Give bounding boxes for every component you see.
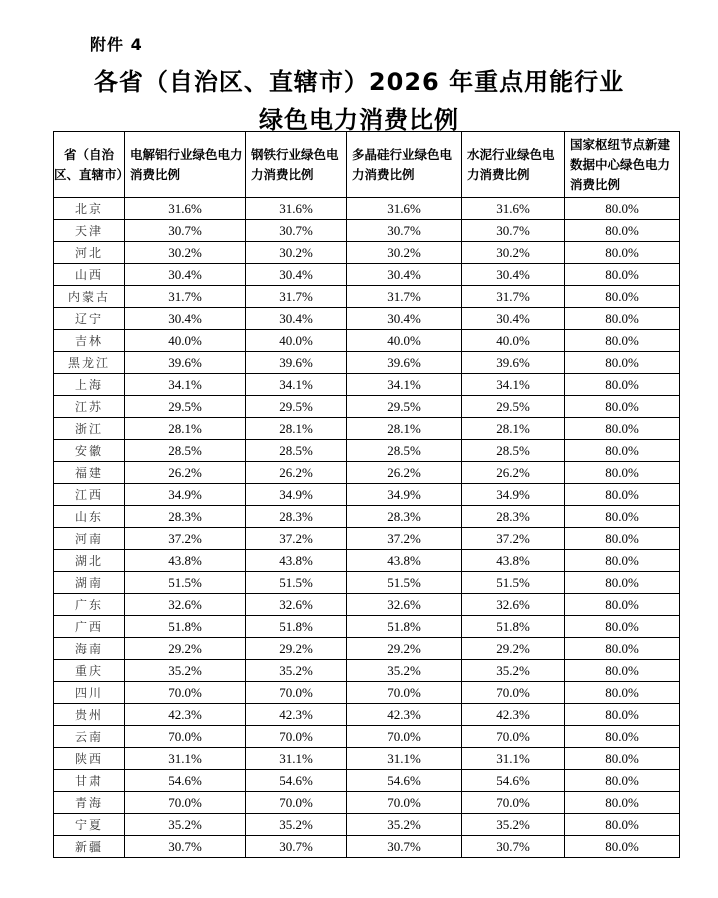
table-row (54, 286, 680, 308)
ratio-cell: 32.6% (462, 594, 565, 616)
ratio-cell: 28.1% (125, 418, 246, 440)
ratio-cell: 32.6% (125, 594, 246, 616)
province-cell: 广西 (54, 616, 125, 638)
table-row (54, 264, 680, 286)
ratio-cell: 30.7% (462, 836, 565, 858)
ratio-cell: 80.0% (565, 748, 680, 770)
ratio-cell: 80.0% (565, 550, 680, 572)
table-row (54, 330, 680, 352)
ratio-cell: 51.5% (125, 572, 246, 594)
ratio-cell: 51.8% (347, 616, 462, 638)
ratio-cell: 31.7% (246, 286, 347, 308)
table-row (54, 594, 680, 616)
ratio-cell: 51.8% (125, 616, 246, 638)
ratio-cell: 30.2% (462, 242, 565, 264)
ratio-cell: 28.5% (246, 440, 347, 462)
ratio-cell: 34.9% (125, 484, 246, 506)
ratio-cell: 29.2% (347, 638, 462, 660)
table-row (54, 352, 680, 374)
table-row (54, 220, 680, 242)
ratio-cell: 28.1% (246, 418, 347, 440)
ratio-cell: 31.1% (246, 748, 347, 770)
ratio-cell: 32.6% (347, 594, 462, 616)
ratio-cell: 80.0% (565, 506, 680, 528)
ratio-cell: 40.0% (125, 330, 246, 352)
province-cell: 北京 (54, 198, 125, 220)
ratio-cell: 80.0% (565, 528, 680, 550)
ratio-cell: 26.2% (125, 462, 246, 484)
ratio-cell: 80.0% (565, 726, 680, 748)
ratio-cell: 30.7% (125, 220, 246, 242)
table-row (54, 704, 680, 726)
ratio-cell: 80.0% (565, 572, 680, 594)
province-cell: 湖北 (54, 550, 125, 572)
ratio-cell: 80.0% (565, 242, 680, 264)
table-row (54, 660, 680, 682)
ratio-cell: 29.5% (462, 396, 565, 418)
ratio-cell: 31.1% (125, 748, 246, 770)
ratio-cell: 70.0% (246, 726, 347, 748)
ratio-cell: 70.0% (347, 682, 462, 704)
ratio-cell: 80.0% (565, 352, 680, 374)
ratio-cell: 70.0% (462, 682, 565, 704)
ratio-cell: 35.2% (347, 660, 462, 682)
table-row (54, 748, 680, 770)
ratio-cell: 43.8% (246, 550, 347, 572)
ratio-cell: 51.5% (246, 572, 347, 594)
ratio-cell: 35.2% (347, 814, 462, 836)
ratio-cell: 42.3% (462, 704, 565, 726)
table-row (54, 506, 680, 528)
province-cell: 海南 (54, 638, 125, 660)
province-cell: 河北 (54, 242, 125, 264)
ratio-cell: 70.0% (462, 792, 565, 814)
table-row (54, 682, 680, 704)
ratio-cell: 54.6% (462, 770, 565, 792)
ratio-cell: 35.2% (462, 814, 565, 836)
province-cell: 浙江 (54, 418, 125, 440)
ratio-cell: 29.5% (125, 396, 246, 418)
table-row (54, 550, 680, 572)
ratio-cell: 30.4% (246, 264, 347, 286)
ratio-cell: 26.2% (246, 462, 347, 484)
province-cell: 河南 (54, 528, 125, 550)
ratio-cell: 40.0% (347, 330, 462, 352)
province-cell: 云南 (54, 726, 125, 748)
province-cell: 福建 (54, 462, 125, 484)
ratio-cell: 54.6% (125, 770, 246, 792)
table-row (54, 396, 680, 418)
province-cell: 青海 (54, 792, 125, 814)
ratio-cell: 26.2% (462, 462, 565, 484)
ratio-cell: 39.6% (347, 352, 462, 374)
header-polysilicon: 多晶硅行业绿色电力消费比例 (347, 132, 462, 198)
header-steel: 钢铁行业绿色电力消费比例 (246, 132, 347, 198)
ratio-cell: 42.3% (246, 704, 347, 726)
ratio-cell: 31.6% (462, 198, 565, 220)
province-cell: 黑龙江 (54, 352, 125, 374)
ratio-cell: 43.8% (347, 550, 462, 572)
ratio-cell: 30.4% (246, 308, 347, 330)
ratio-cell: 28.1% (462, 418, 565, 440)
ratio-cell: 51.8% (246, 616, 347, 638)
ratio-cell: 30.7% (347, 836, 462, 858)
ratio-cell: 51.8% (462, 616, 565, 638)
ratio-cell: 37.2% (246, 528, 347, 550)
province-cell: 安徽 (54, 440, 125, 462)
ratio-cell: 80.0% (565, 418, 680, 440)
ratio-cell: 30.4% (347, 264, 462, 286)
ratio-cell: 80.0% (565, 704, 680, 726)
ratio-cell: 30.2% (246, 242, 347, 264)
ratio-cell: 80.0% (565, 814, 680, 836)
province-cell: 贵州 (54, 704, 125, 726)
ratio-cell: 70.0% (347, 726, 462, 748)
ratio-cell: 31.7% (125, 286, 246, 308)
ratio-cell: 29.5% (347, 396, 462, 418)
ratio-cell: 37.2% (462, 528, 565, 550)
ratio-cell: 29.2% (246, 638, 347, 660)
ratio-cell: 80.0% (565, 308, 680, 330)
province-cell: 山东 (54, 506, 125, 528)
ratio-cell: 42.3% (347, 704, 462, 726)
ratio-cell: 30.4% (462, 264, 565, 286)
ratio-cell: 80.0% (565, 484, 680, 506)
ratio-cell: 34.1% (125, 374, 246, 396)
ratio-cell: 80.0% (565, 396, 680, 418)
province-cell: 上海 (54, 374, 125, 396)
ratio-cell: 28.3% (125, 506, 246, 528)
ratio-cell: 35.2% (246, 660, 347, 682)
table-row (54, 616, 680, 638)
province-cell: 湖南 (54, 572, 125, 594)
ratio-cell: 30.2% (125, 242, 246, 264)
ratio-cell: 80.0% (565, 616, 680, 638)
table-row (54, 462, 680, 484)
header-province: 省（自治区、直辖市） (54, 132, 125, 198)
province-cell: 甘肃 (54, 770, 125, 792)
province-cell: 江西 (54, 484, 125, 506)
ratio-cell: 80.0% (565, 638, 680, 660)
ratio-cell: 80.0% (565, 792, 680, 814)
ratio-cell: 28.5% (347, 440, 462, 462)
ratio-cell: 34.9% (246, 484, 347, 506)
ratio-cell: 28.3% (347, 506, 462, 528)
ratio-cell: 30.7% (462, 220, 565, 242)
table-row (54, 726, 680, 748)
attachment-label: 附件 4 (90, 35, 143, 54)
ratio-cell: 28.1% (347, 418, 462, 440)
province-cell: 重庆 (54, 660, 125, 682)
ratio-cell: 31.7% (347, 286, 462, 308)
ratio-cell: 51.5% (462, 572, 565, 594)
ratio-cell: 34.1% (462, 374, 565, 396)
ratio-cell: 35.2% (125, 814, 246, 836)
province-cell: 山西 (54, 264, 125, 286)
ratio-cell: 80.0% (565, 198, 680, 220)
document-title-line-1: 各省（自治区、直辖市）2026 年重点用能行业 (93, 68, 625, 96)
ratio-cell: 31.6% (125, 198, 246, 220)
province-cell: 内蒙古 (54, 286, 125, 308)
ratio-cell: 54.6% (347, 770, 462, 792)
ratio-cell: 51.5% (347, 572, 462, 594)
header-electrolytic-aluminum: 电解铝行业绿色电力消费比例 (125, 132, 246, 198)
province-cell: 江苏 (54, 396, 125, 418)
header-data-center: 国家枢纽节点新建数据中心绿色电力消费比例 (565, 132, 680, 198)
ratio-cell: 28.5% (125, 440, 246, 462)
ratio-cell: 34.1% (246, 374, 347, 396)
province-cell: 陕西 (54, 748, 125, 770)
ratio-cell: 28.5% (462, 440, 565, 462)
ratio-cell: 42.3% (125, 704, 246, 726)
ratio-cell: 70.0% (246, 792, 347, 814)
province-cell: 天津 (54, 220, 125, 242)
ratio-cell: 30.4% (125, 308, 246, 330)
ratio-cell: 35.2% (462, 660, 565, 682)
table-row (54, 440, 680, 462)
ratio-cell: 54.6% (246, 770, 347, 792)
table-row (54, 638, 680, 660)
ratio-cell: 28.3% (462, 506, 565, 528)
table-row (54, 242, 680, 264)
ratio-cell: 80.0% (565, 264, 680, 286)
ratio-cell: 31.6% (347, 198, 462, 220)
ratio-cell: 31.1% (347, 748, 462, 770)
ratio-cell: 80.0% (565, 220, 680, 242)
ratio-cell: 80.0% (565, 330, 680, 352)
ratio-cell: 39.6% (246, 352, 347, 374)
ratio-cell: 30.7% (347, 220, 462, 242)
table-row (54, 374, 680, 396)
ratio-cell: 30.4% (462, 308, 565, 330)
table-row (54, 836, 680, 858)
ratio-cell: 34.9% (347, 484, 462, 506)
table-header-row (54, 132, 680, 198)
ratio-cell: 70.0% (125, 726, 246, 748)
ratio-cell: 70.0% (462, 726, 565, 748)
ratio-cell: 35.2% (125, 660, 246, 682)
ratio-cell: 31.6% (246, 198, 347, 220)
province-cell: 吉林 (54, 330, 125, 352)
table-row (54, 418, 680, 440)
province-cell: 广东 (54, 594, 125, 616)
ratio-cell: 29.2% (125, 638, 246, 660)
ratio-cell: 80.0% (565, 682, 680, 704)
table-row (54, 198, 680, 220)
ratio-cell: 26.2% (347, 462, 462, 484)
ratio-cell: 31.7% (462, 286, 565, 308)
ratio-cell: 32.6% (246, 594, 347, 616)
ratio-cell: 80.0% (565, 440, 680, 462)
ratio-cell: 43.8% (462, 550, 565, 572)
ratio-cell: 40.0% (246, 330, 347, 352)
ratio-cell: 29.5% (246, 396, 347, 418)
ratio-cell: 29.2% (462, 638, 565, 660)
ratio-cell: 70.0% (347, 792, 462, 814)
province-cell: 辽宁 (54, 308, 125, 330)
ratio-cell: 80.0% (565, 286, 680, 308)
ratio-cell: 80.0% (565, 374, 680, 396)
ratio-cell: 39.6% (462, 352, 565, 374)
ratio-cell: 35.2% (246, 814, 347, 836)
ratio-cell: 80.0% (565, 462, 680, 484)
province-cell: 宁夏 (54, 814, 125, 836)
ratio-cell: 31.1% (462, 748, 565, 770)
ratio-cell: 37.2% (125, 528, 246, 550)
ratio-cell: 70.0% (125, 792, 246, 814)
ratio-cell: 70.0% (246, 682, 347, 704)
table-row (54, 484, 680, 506)
ratio-cell: 80.0% (565, 836, 680, 858)
ratio-cell: 30.7% (125, 836, 246, 858)
ratio-cell: 30.4% (347, 308, 462, 330)
province-cell: 四川 (54, 682, 125, 704)
ratio-cell: 37.2% (347, 528, 462, 550)
document-title-line-2: 绿色电力消费比例 (259, 106, 459, 134)
table-row (54, 308, 680, 330)
table-row (54, 814, 680, 836)
ratio-cell: 30.2% (347, 242, 462, 264)
table-row (54, 792, 680, 814)
ratio-cell: 70.0% (125, 682, 246, 704)
ratio-cell: 30.4% (125, 264, 246, 286)
ratio-cell: 34.9% (462, 484, 565, 506)
ratio-cell: 28.3% (246, 506, 347, 528)
ratio-cell: 34.1% (347, 374, 462, 396)
ratio-cell: 30.7% (246, 836, 347, 858)
table-row (54, 770, 680, 792)
ratio-cell: 80.0% (565, 660, 680, 682)
table-row (54, 528, 680, 550)
ratio-cell: 80.0% (565, 770, 680, 792)
ratio-cell: 40.0% (462, 330, 565, 352)
ratio-cell: 43.8% (125, 550, 246, 572)
province-cell: 新疆 (54, 836, 125, 858)
ratio-cell: 80.0% (565, 594, 680, 616)
ratio-cell: 39.6% (125, 352, 246, 374)
green-power-ratio-table (53, 131, 680, 858)
ratio-cell: 30.7% (246, 220, 347, 242)
header-cement: 水泥行业绿色电力消费比例 (462, 132, 565, 198)
table-row (54, 572, 680, 594)
